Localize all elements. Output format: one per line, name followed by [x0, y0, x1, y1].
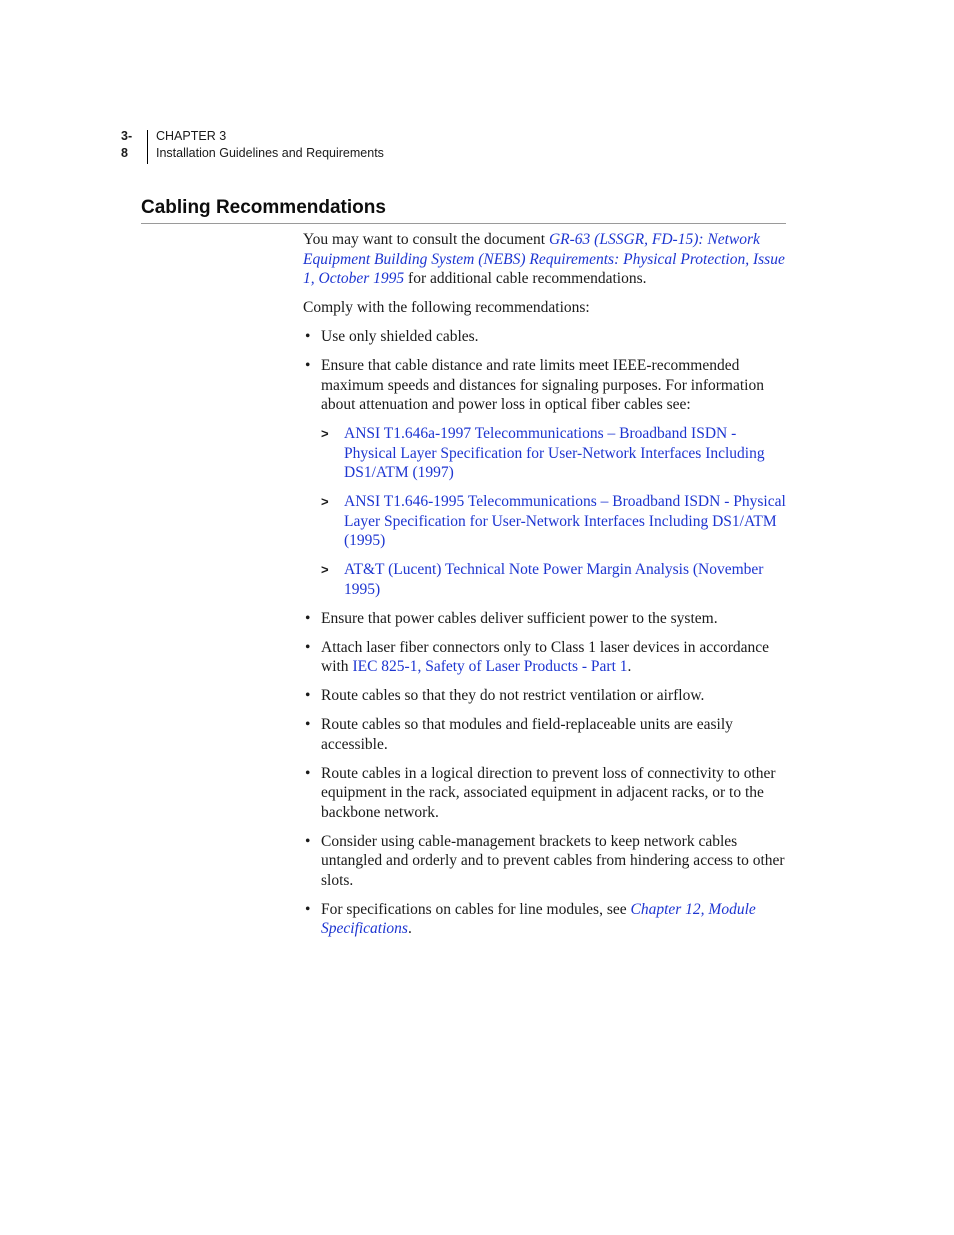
section-divider	[141, 223, 786, 224]
intro-text-after: for additional cable recommendations.	[404, 270, 647, 287]
ansi-1995-link[interactable]: ANSI T1.646-1995 Telecommunications – Broadband ISDN - Physical Layer Specification for User-Network Interfaces Including DS1/ATM (1995)	[344, 493, 786, 549]
att-lucent-link[interactable]: AT&T (Lucent) Technical Note Power Margin Analysis (November 1995)	[344, 561, 764, 598]
chapter-label: CHAPTER 3	[156, 129, 227, 143]
list-item-text: Consider using cable-management brackets to keep network cables untangled and orderly and to prevent cables from hindering access to other slots.	[321, 832, 785, 889]
body-text	[303, 230, 789, 948]
recommendation-list	[303, 327, 789, 939]
sublist-item	[321, 424, 789, 483]
header-text	[156, 128, 384, 162]
list-item	[303, 715, 789, 754]
comply-paragraph: Comply with the following recommendations:	[303, 299, 590, 316]
list-item	[303, 764, 789, 823]
list-item	[303, 356, 789, 599]
list-item	[303, 638, 789, 677]
intro-text-before: You may want to consult the document	[303, 231, 549, 248]
sublist-item	[321, 560, 789, 599]
list-item-text: Route cables in a logical direction to prevent loss of connectivity to other equipment in the rack, associated equipment in adjacent racks, or to the backbone network.	[321, 764, 776, 821]
arrow-icon: >	[321, 494, 329, 509]
intro-paragraph	[303, 230, 789, 289]
chapter-title: Installation Guidelines and Requirements	[156, 146, 384, 160]
section-title: Cabling Recommendations	[141, 197, 386, 218]
list-item-text: Ensure that power cables deliver sufficient power to the system.	[321, 609, 718, 627]
iec-825-link[interactable]: IEC 825-1, Safety of Laser Products - Part 1	[352, 658, 628, 675]
header-divider	[147, 130, 148, 164]
chapter-12-link[interactable]: Chapter 12, Module Specifications	[321, 900, 756, 937]
list-item-text-end: .	[407, 920, 412, 937]
list-item-text: Route cables so that they do not restrict ventilation or airflow.	[321, 687, 705, 704]
sublist-item	[321, 492, 789, 551]
list-item-text: For specifications on cables for line modules, see	[321, 900, 631, 918]
list-item-text: Ensure that cable distance and rate limits meet IEEE-recommended maximum speeds and distances for signaling purposes. For information about attenuation and power loss in optical fiber cables see:	[321, 357, 764, 413]
list-item-text: Route cables so that modules and field-replaceable units are easily accessible.	[321, 716, 733, 753]
list-item	[303, 900, 789, 939]
ansi-1997-link[interactable]: ANSI T1.646a-1997 Telecommunications – Broadband ISDN - Physical Layer Specification for User-Network Interfaces Including DS1/ATM (1997)	[344, 425, 765, 481]
list-item-text: Attach laser fiber connectors only to Class 1 laser devices in accordance with	[321, 638, 770, 675]
list-item-text-end: .	[627, 658, 632, 675]
list-item	[303, 609, 789, 629]
list-item	[303, 686, 789, 706]
list-item-text: Use only shielded cables.	[321, 328, 479, 345]
reference-sublist	[321, 424, 789, 599]
nebs-document-link[interactable]: GR-63 (LSSGR, FD-15): Network Equipment Building System (NEBS) Requirements: Physical Protection, Issue 1, October 1995	[303, 231, 785, 287]
list-item	[303, 832, 789, 891]
list-item	[303, 327, 789, 347]
page-number: 3-8	[121, 129, 133, 160]
arrow-icon: >	[321, 426, 329, 441]
arrow-icon: >	[321, 562, 329, 577]
